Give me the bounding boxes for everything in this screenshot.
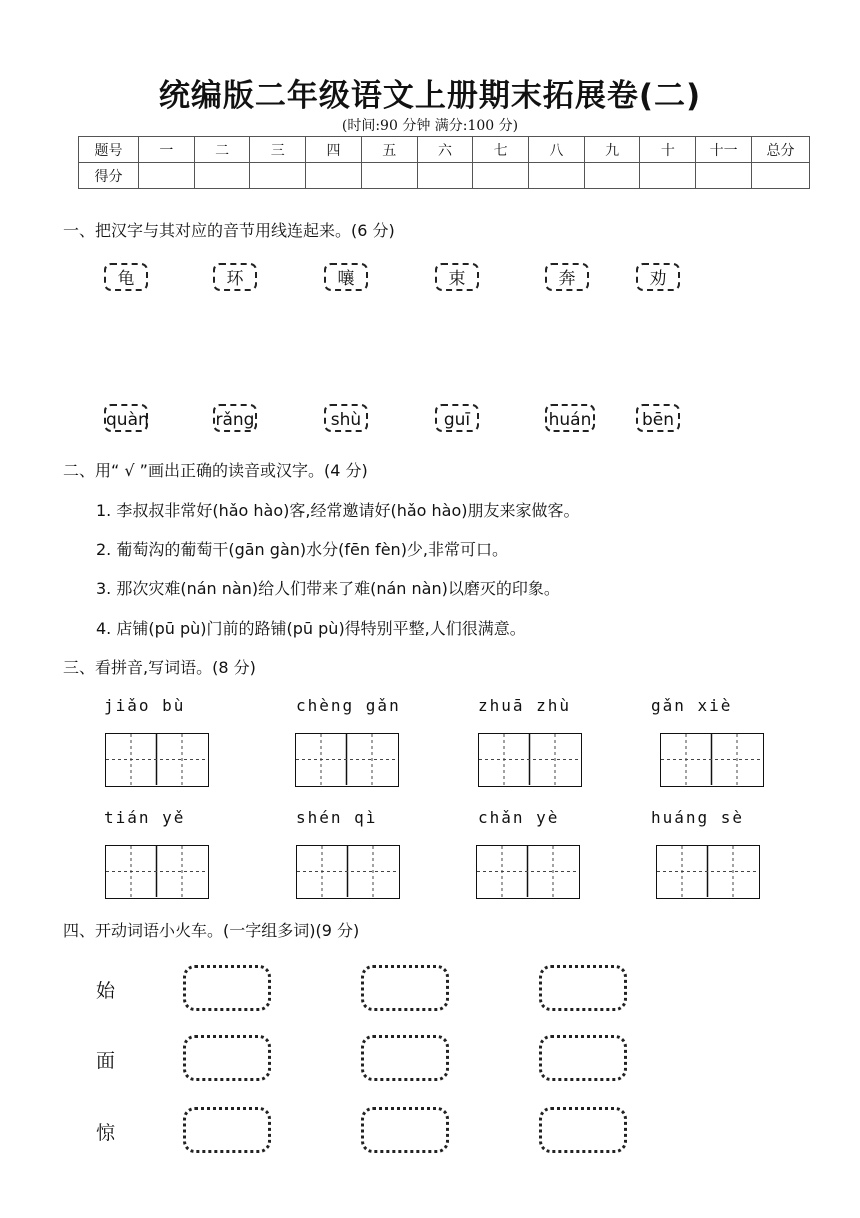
section3-heading: 三、看拼音,写词语。(8 分): [63, 658, 256, 677]
char-box[interactable]: 奔: [545, 263, 589, 291]
pinyin-box[interactable]: bēn: [636, 404, 680, 432]
question-item: 3. 那次灾难(nán nàn)给人们带来了难(nán nàn)以磨灭的印象。: [96, 579, 560, 598]
train-car-box[interactable]: [539, 965, 627, 1011]
writing-grid[interactable]: [105, 733, 209, 787]
writing-grid[interactable]: [656, 845, 760, 899]
score-input-cell[interactable]: [306, 163, 362, 189]
char-box[interactable]: 龟: [104, 263, 148, 291]
pinyin-box[interactable]: shù: [324, 404, 368, 432]
train-car-box[interactable]: [539, 1035, 627, 1081]
char-box[interactable]: 束: [435, 263, 479, 291]
pinyin-prompt: jiǎo bù: [104, 696, 186, 715]
score-input-cell[interactable]: [529, 163, 585, 189]
train-car-box[interactable]: [183, 1035, 271, 1081]
section4-heading: 四、开动词语小火车。(一字组多词)(9 分): [63, 921, 360, 940]
score-header-cell: 十: [640, 137, 696, 163]
pinyin-prompt: huáng sè: [651, 808, 745, 827]
question-item: 2. 葡萄沟的葡萄干(gān gàn)水分(fēn fèn)少,非常可口。: [96, 540, 509, 559]
writing-grid[interactable]: [295, 733, 399, 787]
train-head-char: 始: [96, 980, 116, 1002]
page-title: 统编版二年级语文上册期末拓展卷(二): [158, 78, 702, 114]
writing-grid[interactable]: [296, 845, 400, 899]
char-box[interactable]: 劝: [636, 263, 680, 291]
score-header-cell: 三: [250, 137, 306, 163]
score-input-cell[interactable]: [640, 163, 696, 189]
score-header-cell: 七: [473, 137, 529, 163]
score-header-cell: 五: [361, 137, 417, 163]
score-table-header-row: [79, 137, 810, 163]
question-item: 1. 李叔叔非常好(hǎo hào)客,经常邀请好(hǎo hào)朋友来家做客。: [96, 501, 580, 520]
writing-grid[interactable]: [660, 733, 764, 787]
train-car-box[interactable]: [361, 965, 449, 1011]
score-header-cell: 题号: [79, 137, 139, 163]
pinyin-box[interactable]: quàn: [104, 404, 148, 432]
score-input-cell[interactable]: [696, 163, 752, 189]
section1-heading: 一、把汉字与其对应的音节用线连起来。(6 分): [63, 221, 395, 240]
writing-grid[interactable]: [478, 733, 582, 787]
pinyin-prompt: zhuā zhù: [478, 696, 572, 715]
pinyin-prompt: chǎn yè: [478, 808, 560, 827]
char-box[interactable]: 嚷: [324, 263, 368, 291]
score-header-cell: 六: [417, 137, 473, 163]
section2-heading: 二、用“ √ ”画出正确的读音或汉字。(4 分): [63, 461, 368, 480]
pinyin-box[interactable]: huán: [545, 404, 595, 432]
train-car-box[interactable]: [361, 1107, 449, 1153]
train-car-box[interactable]: [361, 1035, 449, 1081]
train-car-box[interactable]: [183, 965, 271, 1011]
score-input-cell[interactable]: [194, 163, 250, 189]
score-input-cell[interactable]: [584, 163, 640, 189]
train-car-box[interactable]: [539, 1107, 627, 1153]
pinyin-prompt: shén qì: [296, 808, 378, 827]
train-head-char: 惊: [96, 1122, 116, 1144]
question-item: 4. 店铺(pū pù)门前的路铺(pū pù)得特别平整,人们很满意。: [96, 619, 526, 638]
char-box[interactable]: 环: [213, 263, 257, 291]
pinyin-prompt: chèng gǎn: [296, 696, 401, 715]
score-header-cell: 四: [306, 137, 362, 163]
score-table-score-row: [79, 163, 810, 189]
score-input-cell[interactable]: [752, 163, 810, 189]
pinyin-box[interactable]: guī: [435, 404, 479, 432]
pinyin-prompt: gǎn xiè: [651, 696, 733, 715]
score-header-cell: 九: [584, 137, 640, 163]
score-table: [78, 136, 810, 189]
score-header-cell: 十一: [696, 137, 752, 163]
score-header-cell: 总分: [752, 137, 810, 163]
writing-grid[interactable]: [476, 845, 580, 899]
score-input-cell[interactable]: [139, 163, 195, 189]
exam-info: (时间:90 分钟 满分:100 分): [341, 118, 519, 134]
score-header-cell: 八: [529, 137, 585, 163]
train-car-box[interactable]: [183, 1107, 271, 1153]
score-input-cell[interactable]: [250, 163, 306, 189]
score-header-cell: 一: [139, 137, 195, 163]
score-input-cell[interactable]: [361, 163, 417, 189]
train-head-char: 面: [96, 1050, 116, 1072]
score-input-cell[interactable]: [473, 163, 529, 189]
pinyin-box[interactable]: rǎng: [213, 404, 257, 432]
score-row-label: 得分: [79, 163, 139, 189]
score-input-cell[interactable]: [417, 163, 473, 189]
writing-grid[interactable]: [105, 845, 209, 899]
pinyin-prompt: tián yě: [104, 808, 186, 827]
score-header-cell: 二: [194, 137, 250, 163]
